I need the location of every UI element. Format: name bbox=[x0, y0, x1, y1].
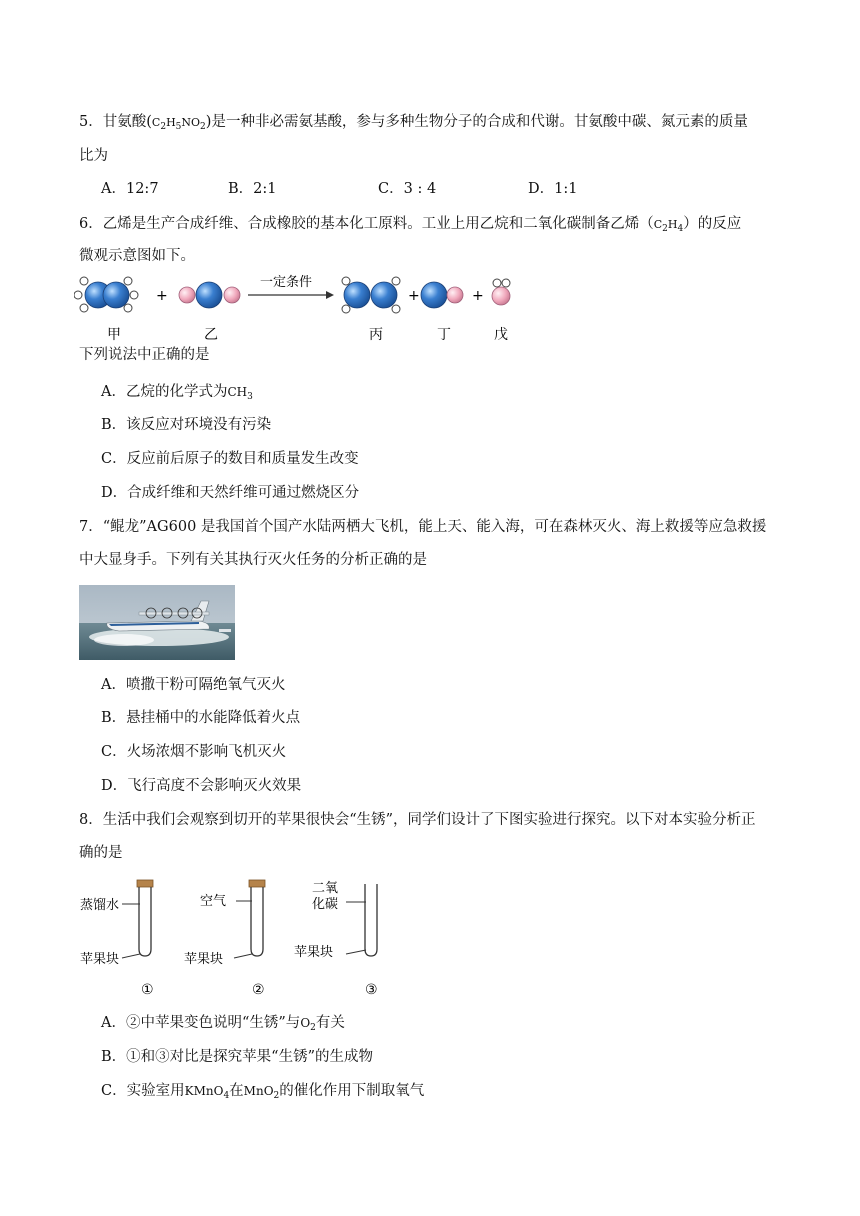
q8-option-c[interactable]: C．实验室用KMnO$_4$在MnO$_2$的催化作用下制取氧气 bbox=[101, 1083, 425, 1101]
q7-option-a[interactable]: A．喷撒干粉可隔绝氧气灭火 bbox=[101, 677, 286, 693]
molecule-wu bbox=[492, 279, 510, 305]
label-ding: 丁 bbox=[437, 327, 451, 343]
q5-stem bbox=[79, 112, 748, 137]
q8-stem-line2: 确的是 bbox=[79, 845, 123, 861]
q5-options bbox=[101, 179, 741, 199]
tube1-bottom-label: 苹果块 bbox=[80, 952, 120, 967]
q8-option-a[interactable]: A．②中苹果变色说明“生锈”与$O_2$有关 bbox=[101, 1015, 345, 1033]
q7-option-b[interactable]: B．悬挂桶中的水能降低着火点 bbox=[101, 710, 301, 726]
plus-2: + bbox=[408, 288, 420, 304]
molecule-ding bbox=[421, 282, 463, 308]
molecule-yi bbox=[179, 282, 240, 308]
test-tube-1 bbox=[122, 880, 153, 958]
arrow-condition-label: 一定条件 bbox=[260, 275, 313, 290]
q6-option-b[interactable]: B．该反应对环境没有污染 bbox=[101, 417, 272, 433]
q6-number: 6． bbox=[79, 216, 103, 232]
tube3-top-label-1: 二氧 bbox=[312, 881, 339, 896]
q6-prompt: 下列说法中正确的是 bbox=[79, 347, 210, 363]
q5-stem-line2: 比为 bbox=[79, 148, 108, 164]
q7-number: 7． bbox=[79, 519, 103, 535]
q6-option-c[interactable]: C．反应前后原子的数目和质量发生改变 bbox=[101, 451, 359, 467]
test-tube-3 bbox=[346, 884, 377, 956]
q5-formula: $C_2H_5NO_2$ bbox=[151, 116, 206, 132]
q7-stem: 7．“鲲龙”AG600 是我国首个国产水陆两栖大飞机，能上天、能入海，可在森林灭火、海上救援等应急救援 bbox=[79, 519, 767, 535]
q5-option-a[interactable]: A．12:7 bbox=[101, 181, 159, 197]
test-tube-2 bbox=[234, 880, 265, 958]
label-jia: 甲 bbox=[107, 327, 121, 343]
q5-number: 5． bbox=[79, 114, 103, 130]
q7-stem-line2: 中大显身手。下列有关其执行灭火任务的分析正确的是 bbox=[79, 552, 427, 568]
q7-option-c[interactable]: C．火场浓烟不影响飞机灭火 bbox=[101, 744, 287, 760]
tube3-bottom-label: 苹果块 bbox=[294, 945, 334, 960]
label-yi: 乙 bbox=[204, 327, 218, 343]
q6-reaction-diagram bbox=[74, 268, 524, 348]
q5-option-b[interactable]: B．2:1 bbox=[228, 181, 277, 197]
q5-option-d[interactable]: D．1:1 bbox=[528, 181, 578, 197]
q6-stem-line2: 微观示意图如下。 bbox=[79, 248, 195, 264]
tube3-number: ③ bbox=[365, 982, 378, 998]
q5-option-c[interactable]: C．3 : 4 bbox=[378, 181, 437, 197]
tube2-bottom-label: 苹果块 bbox=[184, 952, 224, 967]
q8-test-tube-diagram bbox=[78, 876, 398, 1001]
molecule-bing bbox=[342, 277, 400, 313]
label-wu: 戊 bbox=[494, 327, 508, 343]
tube2-number: ② bbox=[252, 982, 265, 998]
tube1-top-label: 蒸馏水 bbox=[80, 898, 120, 913]
reaction-arrow bbox=[248, 291, 334, 299]
tube2-top-label: 空气 bbox=[200, 894, 227, 909]
tube1-number: ① bbox=[141, 982, 154, 998]
tube3-top-label-2: 化碳 bbox=[312, 897, 339, 912]
label-bing: 丙 bbox=[369, 327, 383, 343]
q6-option-d[interactable]: D．合成纤维和天然纤维可通过燃烧区分 bbox=[101, 485, 360, 501]
plus-3: + bbox=[472, 288, 484, 304]
plus-1: + bbox=[156, 288, 168, 304]
molecule-jia bbox=[74, 277, 138, 312]
q7-option-d[interactable]: D．飞行高度不会影响灭火效果 bbox=[101, 778, 302, 794]
q8-option-b[interactable]: B．①和③对比是探究苹果“生锈”的生成物 bbox=[101, 1049, 373, 1065]
q8-stem: 8．生活中我们会观察到切开的苹果很快会“生锈”，同学们设计了下图实验进行探究。以下对本实验分析正 bbox=[79, 812, 756, 828]
q5-text-b: )是一种非必需氨基酸，参与多种生物分子的合成和代谢。甘氨酸中碳、氮元素的质量 bbox=[205, 114, 748, 130]
q5-text-a: 甘氨酸( bbox=[102, 114, 152, 130]
q6-option-a[interactable]: A．乙烷的化学式为$CH_3$ bbox=[101, 384, 253, 402]
q6-ethylene-formula: $C_2H_4$ bbox=[653, 218, 684, 234]
q8-number: 8． bbox=[79, 812, 103, 828]
q6-stem: 6．乙烯是生产合成纤维、合成橡胶的基本化工原料。工业上用乙烷和二氧化碳制备乙烯$(C_2H_4)$的反应 bbox=[79, 216, 742, 234]
seaplane-photo bbox=[79, 585, 235, 660]
